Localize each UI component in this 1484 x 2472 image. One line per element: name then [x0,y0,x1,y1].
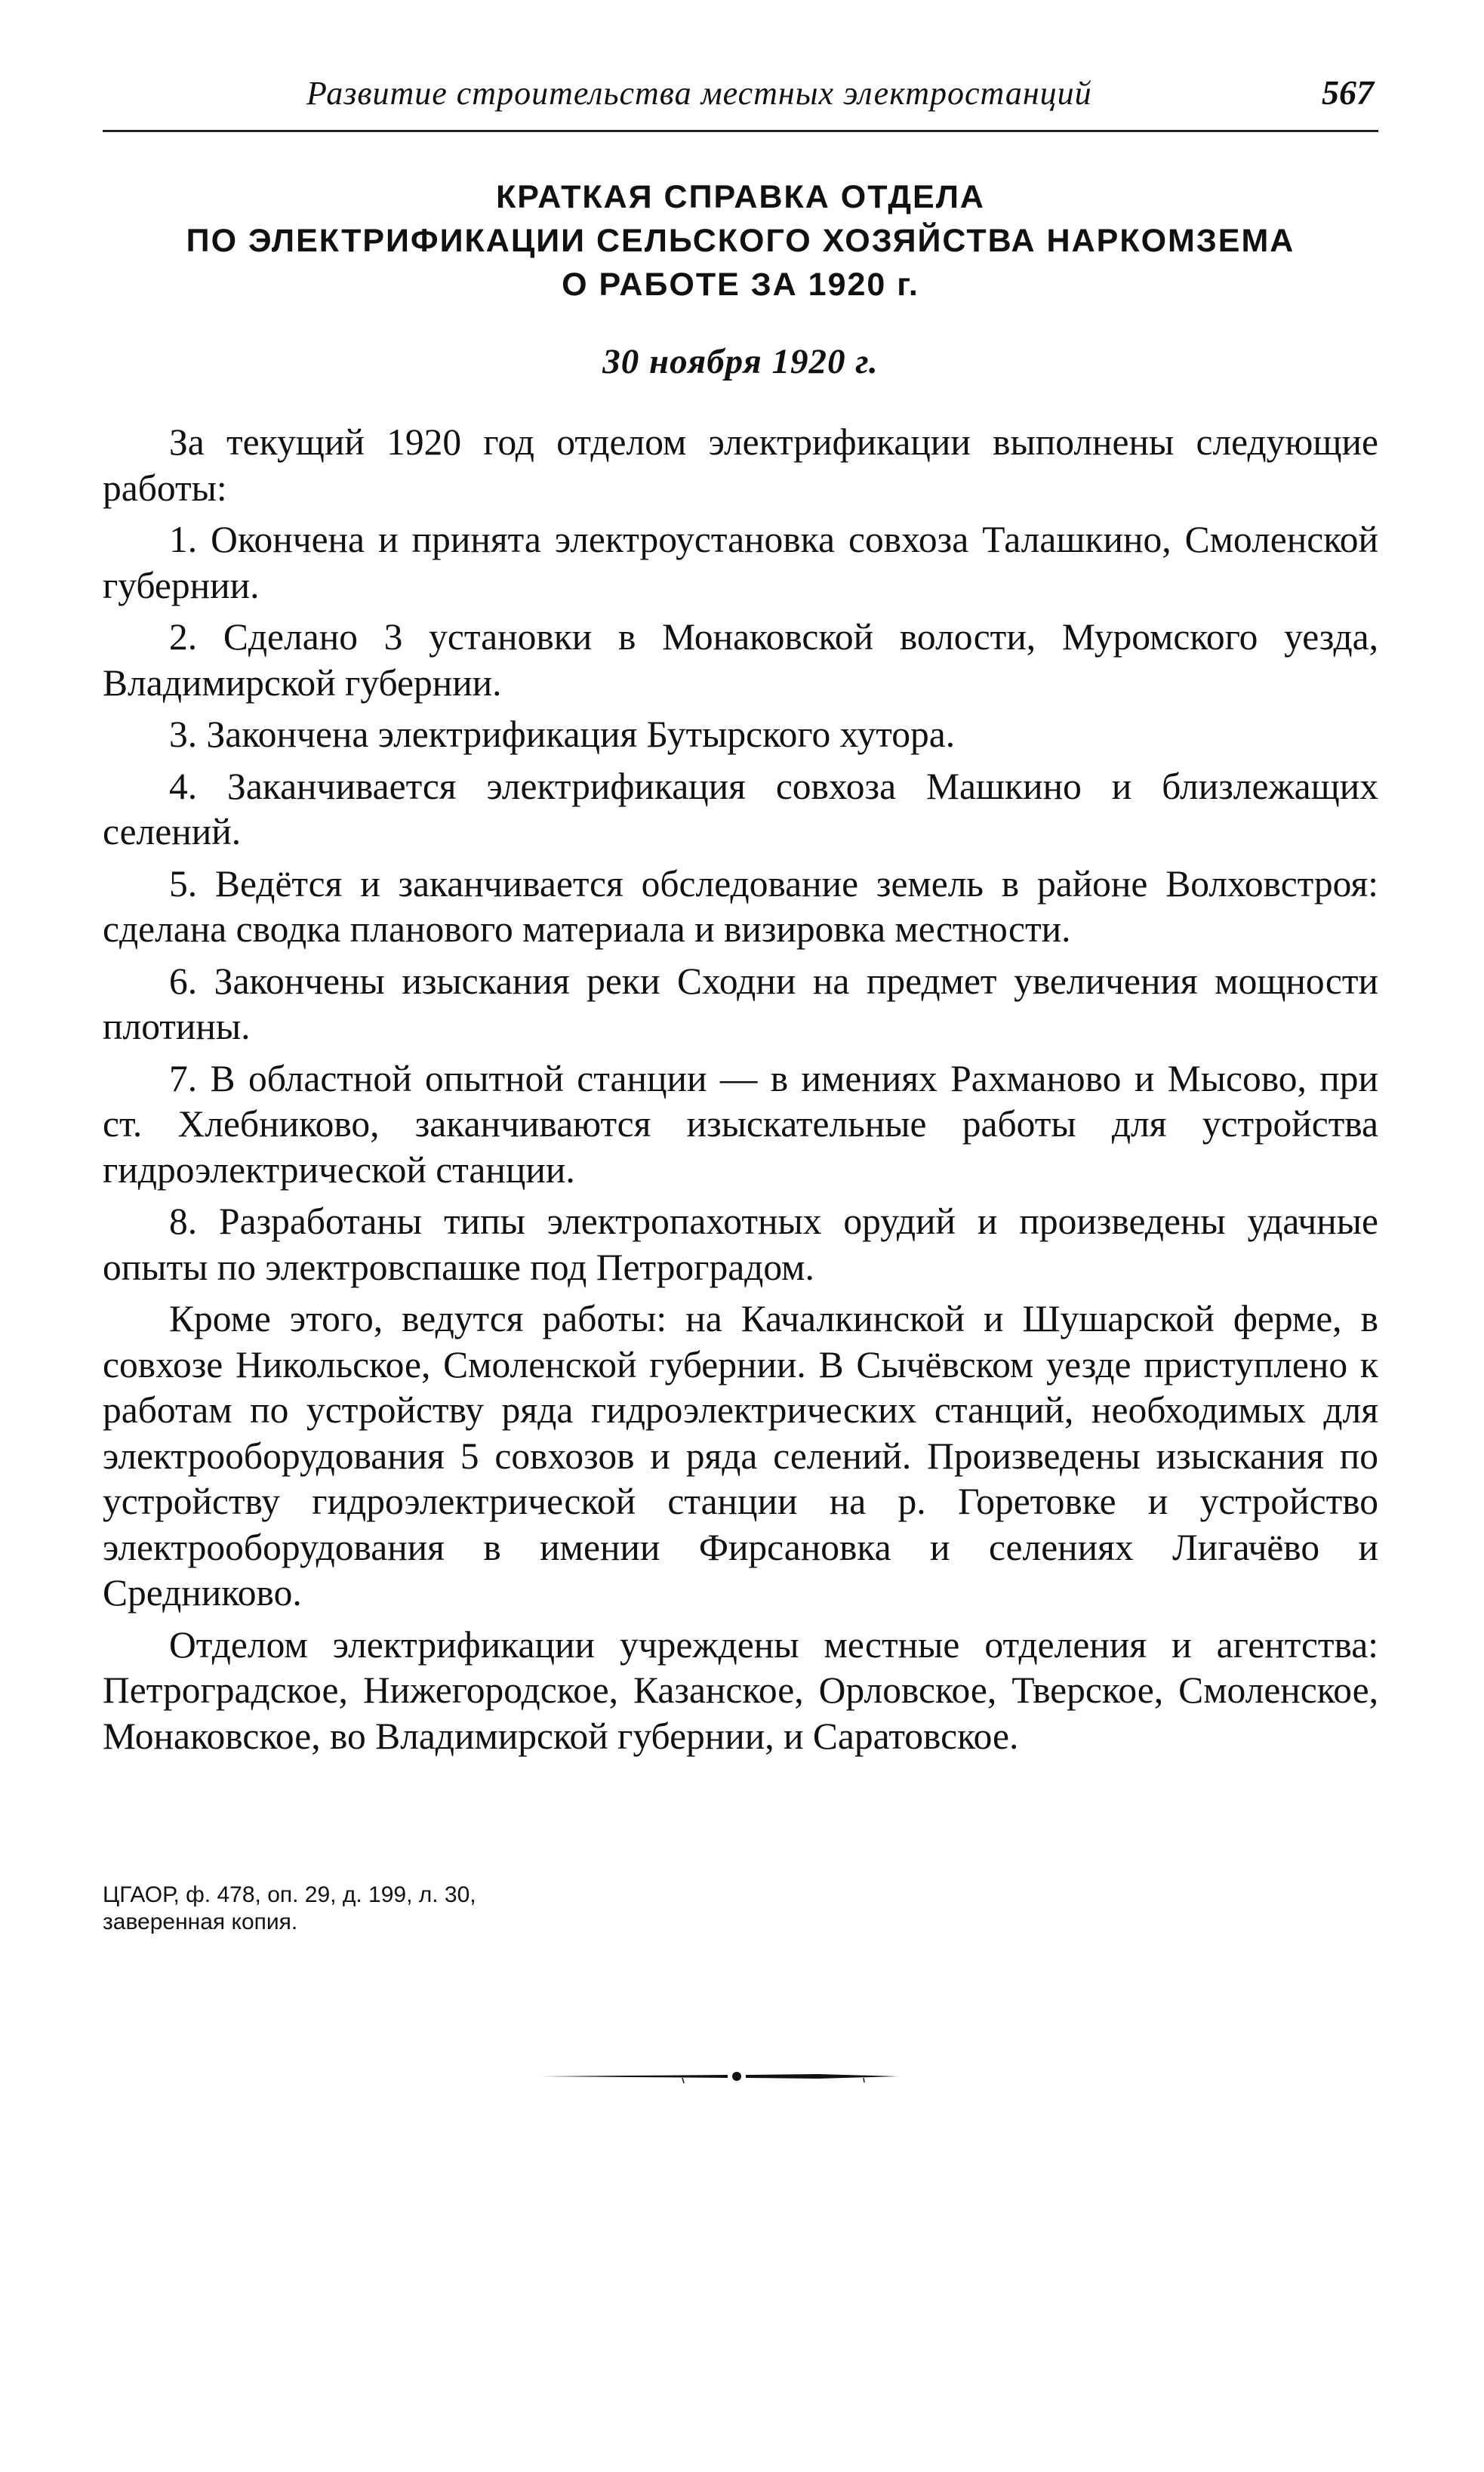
work-item-3: 3. Закончена электрификация Бутырского хутора. [169,714,956,755]
work-item-2: 2. Сделано 3 установки в Монаковской волости, Муромского уезда, Владимирской губернии. [103,616,1378,704]
document-body [103,420,1378,1765]
title-line: О РАБОТЕ ЗА 1920 г. [562,267,919,303]
work-item-8: 8. Разработаны типы электропахотных орудий и произведены удачные опыты по электровспашке под Петроградом. [103,1201,1378,1288]
additional-works-paragraph: Кроме этого, ведутся работы: на Качалкинской и Шушарской ферме, в совхозе Никольское, Смоленской губернии. В Сычёвском уезде приступлено к работам по устройству ряда гидроэлектрических станций, необходимых для электрооборудования 5 совхозов и ряда селений. Произведены изыскания по устройству гидроэлектрической станции на р. Горетовке и устройство электрооборудования в имении Фирсановка и селениях Лигачёво и Средниково. [103,1298,1378,1614]
running-header [103,66,1378,127]
header-rule [103,130,1378,132]
work-item-7: 7. В областной опытной станции — в имениях Рахманово и Мысово, при ст. Хлебниково, заканчиваются изыскательные работы для устройства гидроэлектрической станции. [103,1057,1378,1191]
source-line: заверенная копия. [103,1909,298,1934]
title-line: КРАТКАЯ СПРАВКА ОТДЕЛА [496,179,985,215]
source-line: ЦГАОР, ф. 478, оп. 29, д. 199, л. 30, [103,1882,476,1907]
local-branches-paragraph: Отделом электрификации учреждены местные отделения и агентства: Петроградское, Нижегородское, Казанское, Орловское, Тверское, Смоленское, Монаковское, во Владимирской губернии, и Саратовское. [103,1623,1378,1757]
title-line: ПО ЭЛЕКТРИФИКАЦИИ СЕЛЬСКОГО ХОЗЯЙСТВА НАРКОМЗЕМА [186,223,1295,259]
document-title [103,175,1378,307]
work-item-6: 6. Закончены изыскания реки Сходни на предмет увеличения мощности плотины. [103,960,1378,1047]
intro-paragraph: За текущий 1920 год отделом электрификации выполнены следующие работы: [103,421,1378,509]
page-number: 567 [1322,73,1374,112]
work-item-4: 4. Заканчивается электрификация совхоза Машкино и близлежащих селений. [103,765,1378,852]
running-title: Развитие строительства местных электростанций [306,75,1092,112]
archive-source-note [103,1882,782,1936]
document-date: 30 ноября 1920 г. [602,342,879,381]
work-item-1: 1. Окончена и принята электроустановка совхоза Талашкино, Смоленской губернии. [103,519,1378,606]
work-item-5: 5. Ведётся и заканчивается обследование земель в районе Волховстроя: сделана сводка планового материала и визировка местности. [103,862,1378,950]
end-ornament-divider [539,2067,901,2085]
